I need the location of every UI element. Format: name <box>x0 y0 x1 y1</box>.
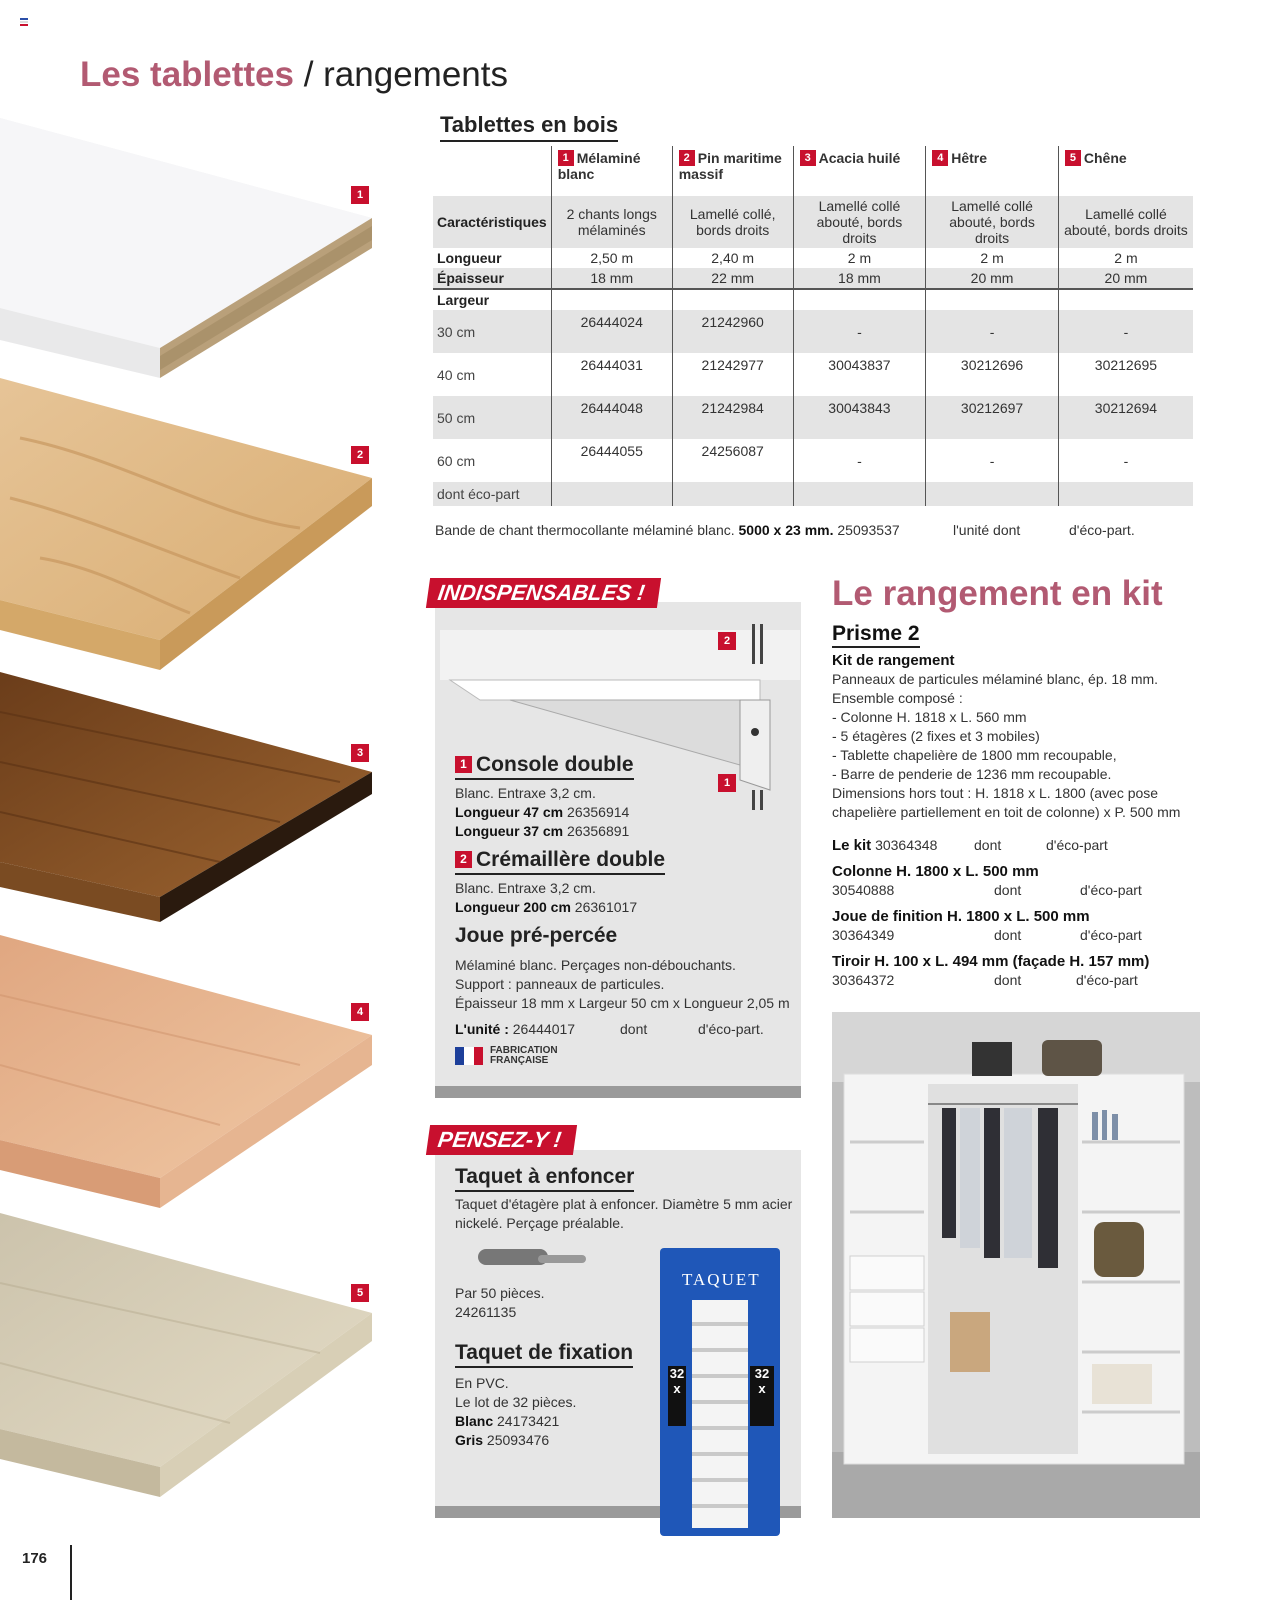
table-row: 50 cm 26444048 21242984 30043843 30212697 30212694 <box>433 396 1193 439</box>
joue-pre-percee-title: Joue pré-percée <box>455 924 618 947</box>
table-row: 40 cm 26444031 21242977 30043837 30212696 30212695 <box>433 353 1193 396</box>
console-double-details: Blanc. Entraxe 3,2 cm. Longueur 47 cm 26356914 Longueur 37 cm 26356891 <box>455 785 630 839</box>
taquet-fixation-title: Taquet de fixation <box>455 1341 633 1368</box>
table-row: Largeur <box>433 289 1193 310</box>
board-melamine-image <box>0 118 372 380</box>
taquet-enfoncer-desc: Taquet d'étagère plat à enfoncer. Diamètre 5 mm acier nickelé. Perçage préalable. <box>455 1196 793 1231</box>
taquet-stack <box>692 1300 748 1528</box>
console-double-title: 1 Console double <box>455 753 634 780</box>
indispensables-tag: INDISPENSABLES ! <box>426 578 661 608</box>
board-chene-image <box>0 1213 372 1503</box>
table-header-row: 1 Mélaminé blanc 2 Pin maritime massif 3 Acacia huilé 4 Hêtre 5 Chêne <box>433 146 1193 196</box>
board-badge-2: 2 <box>351 446 369 464</box>
kit-section-title: Le rangement en kit <box>832 574 1163 613</box>
kit-item-tiroir: Tiroir H. 100 x L. 494 mm (façade H. 157 mm) 30364372 dont d'éco-part <box>832 953 1150 988</box>
fabrication-francaise-label: FABRICATION FRANÇAISE <box>490 1045 558 1066</box>
page-number: 176 <box>22 1550 48 1567</box>
board-badge-5: 5 <box>351 1284 369 1302</box>
console-bracket-image <box>440 620 800 810</box>
pensez-tag: PENSEZ-Y ! <box>426 1125 577 1155</box>
page-rule <box>70 1545 72 1600</box>
kit-description: Kit de rangement Panneaux de particules mélaminé blanc, ép. 18 mm. Ensemble composé : - Colonne H. 1818 x L. 560 mm - 5 étagères (2 fixes et 3 mobiles) - Tablette chapelière de 1800 mm recoupable, - Barre de penderie de 1236 mm recoupable. Dimensions hors tout : H. 1818 x L. 1800 (avec pose chapelière partiellement en toit de colonne) x P. 500 mm <box>832 652 1181 820</box>
table-title: Tablettes en bois <box>440 112 618 142</box>
pack-count-right: 32 x <box>750 1366 774 1426</box>
board-badge-3: 3 <box>351 744 369 762</box>
kit-item-joue: Joue de finition H. 1800 x L. 500 mm 30364349 dont d'éco-part <box>832 908 1142 943</box>
bracket-badge-2: 2 <box>718 632 736 650</box>
cremaillere-double-title: 2 Crémaillère double <box>455 848 665 875</box>
taquet-enfoncer-qty: Par 50 pièces. 24261135 <box>455 1285 545 1320</box>
shelves-spec-table <box>433 146 1193 506</box>
taquet-pin-image <box>478 1245 588 1275</box>
kit-price-line: Le kit 30364348 dont d'éco-part <box>832 837 1108 854</box>
joue-details: Mélaminé blanc. Perçages non-débouchants. Support : panneaux de particules. Épaisseur 18 mm x Largeur 50 cm x Longueur 2,05 m <box>455 957 790 1011</box>
table-row: Longueur 2,50 m 2,40 m 2 m 2 m 2 m <box>433 248 1193 268</box>
page-title: Les tablettes / rangements <box>80 55 508 94</box>
taquet-package-image <box>660 1248 780 1536</box>
table-row: 60 cm 26444055 24256087 - - - <box>433 439 1193 482</box>
table-row: 30 cm 26444024 21242960 - - - <box>433 310 1193 353</box>
kit-item-colonne: Colonne H. 1800 x L. 500 mm 30540888 dont d'éco-part <box>832 863 1142 898</box>
taquet-enfoncer-title: Taquet à enfoncer <box>455 1165 634 1192</box>
table-row: Épaisseur 18 mm 22 mm 18 mm 20 mm 20 mm <box>433 268 1193 289</box>
bracket-badge-1: 1 <box>718 774 736 792</box>
panel-footer-bar <box>435 1086 801 1098</box>
table-row: Caractéristiques 2 chants longs mélaminés Lamellé collé, bords droits Lamellé collé abouté, bords droits Lamellé collé abouté, bords droits Lamellé collé abouté, bords droits <box>433 196 1193 248</box>
cremaillere-double-details: Blanc. Entraxe 3,2 cm. Longueur 200 cm 26361017 <box>455 880 638 915</box>
wardrobe-photo <box>832 1012 1200 1518</box>
board-pin-image <box>0 378 372 678</box>
french-flag-icon <box>455 1047 483 1065</box>
board-badge-1: 1 <box>351 186 369 204</box>
edge-band-line: Bande de chant thermocollante mélaminé blanc. 5000 x 23 mm. 25093537 l'unité dont d'éco-part. <box>435 522 1135 538</box>
board-hetre-image <box>0 935 372 1215</box>
joue-price-line: L'unité : 26444017 dont d'éco-part. <box>455 1021 764 1037</box>
taquet-brand-label: TAQUET <box>682 1270 761 1289</box>
pack-count-left: 32 x <box>668 1366 686 1426</box>
board-acacia-image <box>0 672 372 940</box>
flag-marker <box>20 18 28 26</box>
table-row: dont éco-part <box>433 482 1193 506</box>
taquet-fixation-details: En PVC. Le lot de 32 pièces. Blanc 24173421 Gris 25093476 <box>455 1375 577 1448</box>
kit-product-name: Prisme 2 <box>832 622 920 648</box>
board-badge-4: 4 <box>351 1003 369 1021</box>
